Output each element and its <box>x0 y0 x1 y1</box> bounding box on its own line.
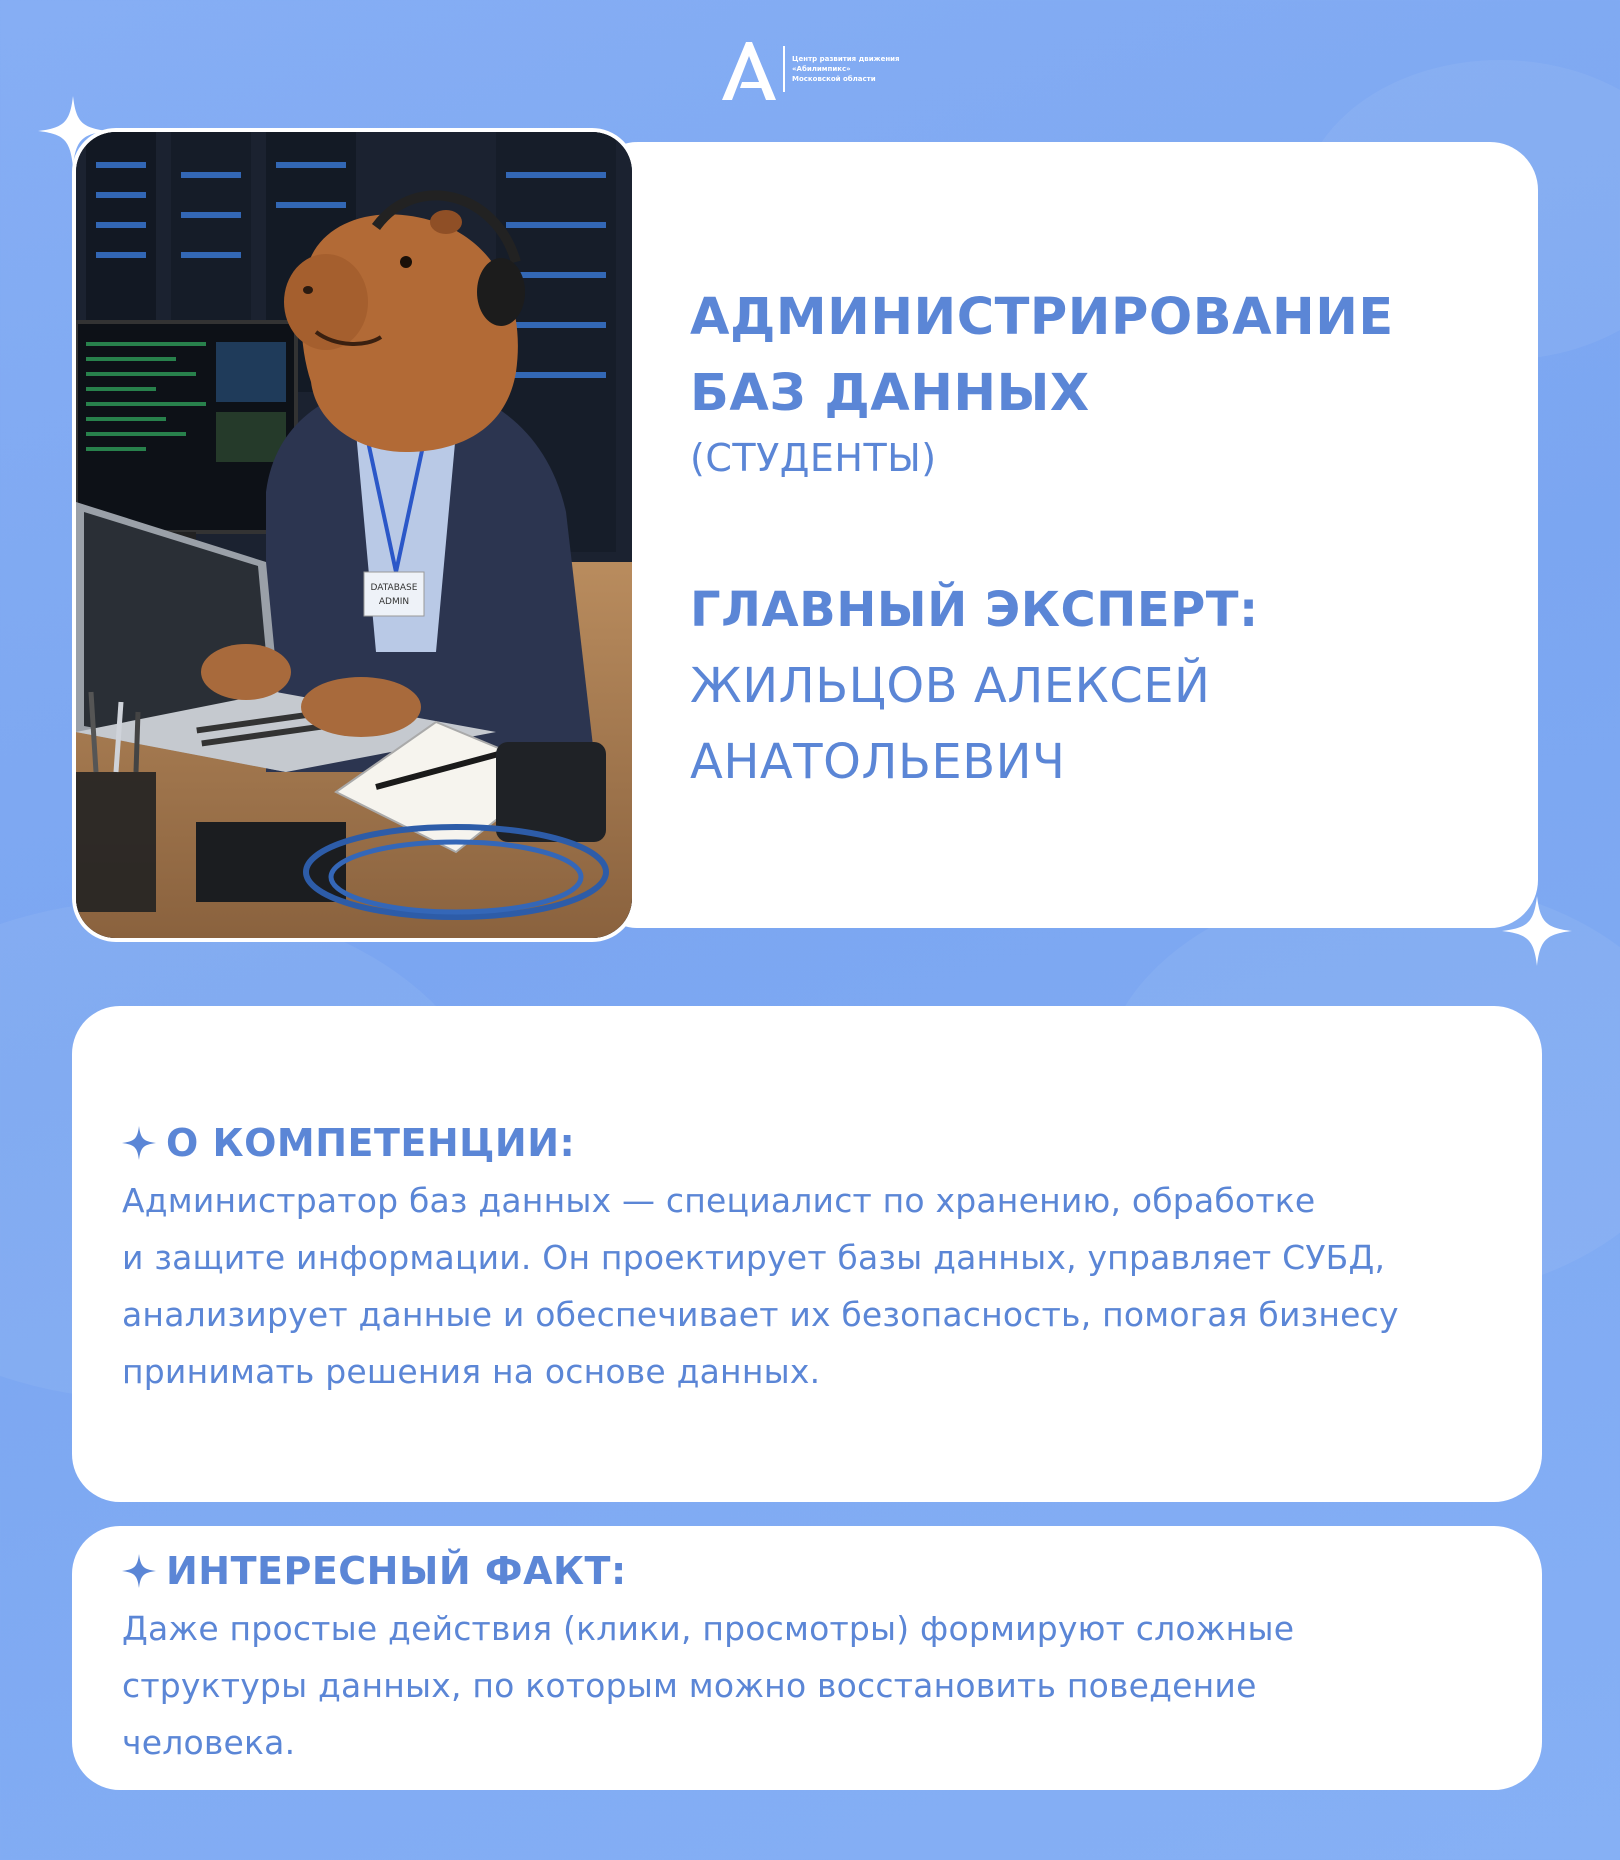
page-title-line: БАЗ ДАННЫХ <box>690 364 1090 423</box>
fact-line: Даже простые действия (клики, просмотры) формируют сложные <box>122 1609 1295 1648</box>
hero-card <box>590 142 1538 928</box>
page-title-line: АДМИНИСТРИРОВАНИЕ <box>690 288 1394 347</box>
fact-text <box>122 1600 1502 1771</box>
expert-heading: ГЛАВНЫЙ ЭКСПЕРТ: <box>690 582 1259 638</box>
competence-line: анализирует данные и обеспечивает их безопасность, помогая бизнесу <box>122 1295 1399 1334</box>
hero-title-block <box>690 280 1490 484</box>
fact-body <box>122 1542 1502 1771</box>
fact-line: человека. <box>122 1723 296 1762</box>
four-point-star-icon <box>122 1126 156 1160</box>
logo-caption-line: Московской области <box>792 75 876 83</box>
competence-text <box>122 1172 1502 1400</box>
expert-name-line: АНАТОЛЬЕВИЧ <box>690 734 1066 790</box>
competence-line: Администратор баз данных — специалист по хранению, обработке <box>122 1181 1316 1220</box>
fact-card <box>72 1526 1542 1790</box>
hero-photo <box>72 128 636 942</box>
page-subtitle: (СТУДЕНТЫ) <box>690 436 937 480</box>
capybara-admin-illustration <box>76 132 632 938</box>
expert-name-line: ЖИЛЬЦОВ АЛЕКСЕЙ <box>690 658 1211 714</box>
logo-caption <box>792 54 912 84</box>
competence-body <box>122 1114 1502 1400</box>
fact-heading <box>122 1542 1502 1600</box>
fact-line: структуры данных, по которым можно восстановить поведение <box>122 1666 1257 1705</box>
competence-card <box>72 1006 1542 1502</box>
competence-heading <box>122 1114 1502 1172</box>
expert-block <box>690 572 1510 800</box>
fact-heading-text: ИНТЕРЕСНЫЙ ФАКТ: <box>166 1549 627 1593</box>
logo-caption-line: «Абилимпикс» <box>792 65 851 73</box>
four-point-star-icon <box>122 1554 156 1588</box>
logo-mark-icon <box>712 36 792 106</box>
badge-line: DATABASE <box>370 583 418 593</box>
competence-heading-text: О КОМПЕТЕНЦИИ: <box>166 1121 576 1165</box>
competence-line: и защите информации. Он проектирует базы данных, управляет СУБД, <box>122 1238 1386 1277</box>
competence-line: принимать решения на основе данных. <box>122 1352 821 1391</box>
badge-line: ADMIN <box>378 597 410 607</box>
logo-caption-line: Центр развития движения <box>792 55 900 63</box>
